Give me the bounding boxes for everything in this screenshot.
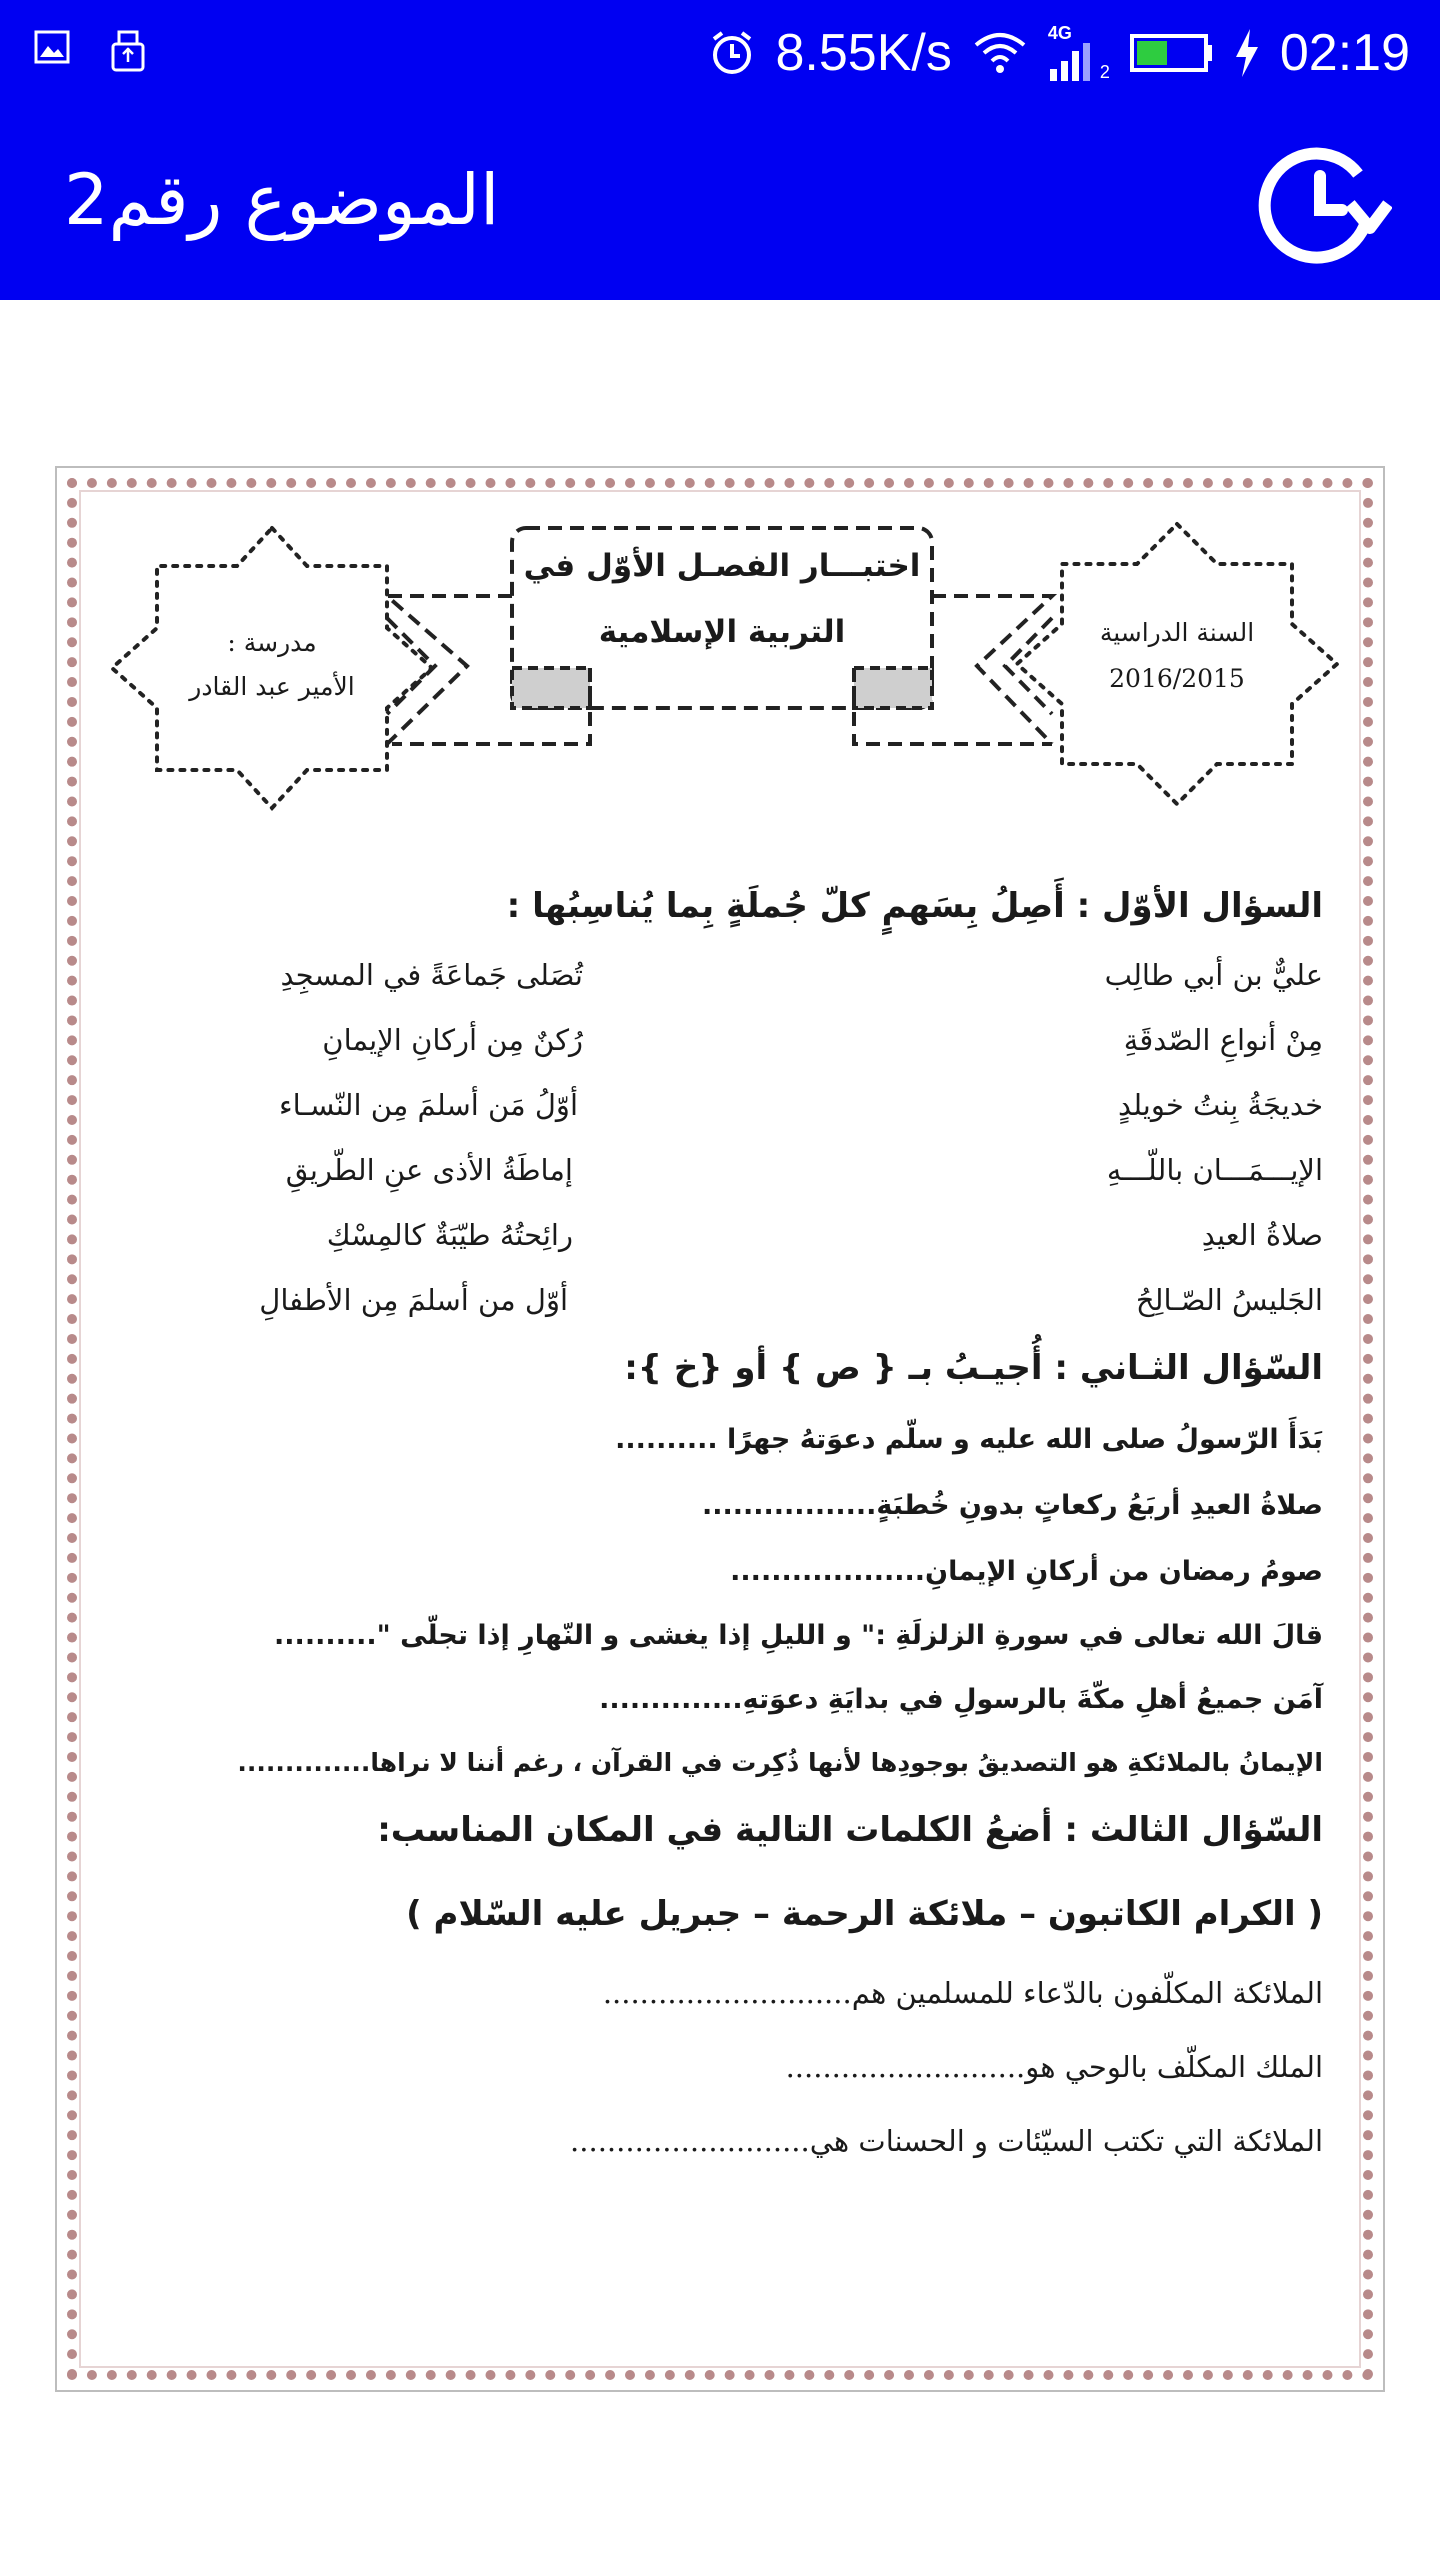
q1-left-item: رائِحتُهُ طيّبَةٌ كالمِسْكِ [326,1218,573,1252]
image-icon [34,30,70,72]
school-star-shape [112,528,432,808]
q1-right-item: مِنْ أنواعِ الصّدقَةِ [1123,1023,1323,1057]
q1-right-item: الإيـــمَـــان باللّـــهِ [1106,1153,1323,1187]
year-label: السنة الدراسية [1099,618,1255,647]
wifi-icon [972,31,1028,75]
battery-icon [1130,32,1214,74]
q2-statement: صلاةُ العيدِ أربَعُ ركعاتٍ بدونِ خُطبَةٍ................. [702,1490,1323,1521]
q3-blank-line: الملك المكلّف بالوحي هو.......................... [785,2050,1323,2084]
page-title: الموضوع رقم2 [64,159,500,241]
alarm-icon [708,29,756,77]
q1-left-item: أوّلُ مَن أسلمَ مِن النّسـاء [279,1088,578,1122]
q1-right-item: صلاةُ العيدِ [1201,1218,1323,1252]
q3-blank-line: الملائكة التي تكتب السيّئات و الحسنات هي.......................... [570,2124,1323,2158]
q1-left-item: إماطَةُ الأذى عنِ الطّريقِ [285,1153,573,1187]
exam-title: اختبـــار الفصـل الأوّل في [523,548,921,584]
year-value: 2016/2015 [1109,664,1245,693]
q3-word-bank: ( الكرام الكاتبون – ملائكة الرحمة – جبريل عليه السّلام ) [406,1894,1323,1934]
q3-blank-line: الملائكة المكلّفون بالدّعاء للمسلمين هم........................... [602,1976,1323,2010]
app-bar [0,104,1440,300]
q1-right-item: عليٌّ بن أبي طالِب [1104,958,1323,992]
q1-left-item: أوّل من أسلمَ مِن الأطفالِ [259,1283,568,1317]
network-speed: 8.55K/s [775,24,952,82]
q2-heading: السّؤال الثـاني : أُجيـبُ بـ { ص } أو {خ }: [624,1348,1323,1388]
q2-statement: صومُ رمضان من أركانِ الإيمانِ................... [730,1556,1323,1587]
signal-icon [1048,23,1110,83]
exam-subject: التربية الإسلامية [598,614,846,650]
q1-heading: السؤال الأوّل : أَصِلُ بِسَهمٍ كلّ جُملَةٍ بِما يُناسِبُها : [506,886,1323,926]
q1-left-item: رُكنٌ مِن أركانِ الإيمانِ [322,1023,583,1057]
q2-statement: آمَن جميعُ أهلِ مكّةَ بالرسولِ في بدايَةِ دعوَتهِ.............. [599,1684,1323,1715]
q2-statement: الإيمانُ بالملائكةِ هو التصديقُ بوجودِها لأنها ذُكِرت في القرآن ، رغم أننا لا نراها.............. [237,1748,1323,1777]
charging-icon [1234,29,1260,77]
q2-statement: بَدَأَ الرّسولُ صلى الله عليه و سلّم دعوَتهُ جهرًا .......... [615,1424,1323,1455]
q1-left-item: تُصَلى جَماعَةً في المسجِدِ [280,958,583,992]
status-bar [0,0,1440,104]
school-label: مدرسة : [227,628,317,657]
sim-slot: 2 [1099,62,1110,82]
usb-icon [110,30,146,72]
clock-time: 02:19 [1279,24,1410,82]
q2-statement: قالَ الله تعالى في سورةِ الزلزلَةِ :" و الليلِ إذا يغشى و النّهارِ إذا تجلّى ".......... [274,1620,1323,1651]
exam-sheet [55,466,1385,2392]
q3-heading: السّؤال الثالث : أضعُ الكلمات التالية في المكان المناسب: [377,1810,1323,1850]
q1-right-item: خديجَةُ بِنتُ خويلدٍ [1117,1088,1323,1122]
q1-right-item: الجَليسُ الصّـالِحُ [1135,1283,1323,1317]
network-type: 4G [1047,23,1072,43]
refresh-clock-icon [1248,134,1392,278]
refresh-button[interactable] [1248,134,1392,278]
school-name: الأمير عبد القادر [189,672,355,701]
